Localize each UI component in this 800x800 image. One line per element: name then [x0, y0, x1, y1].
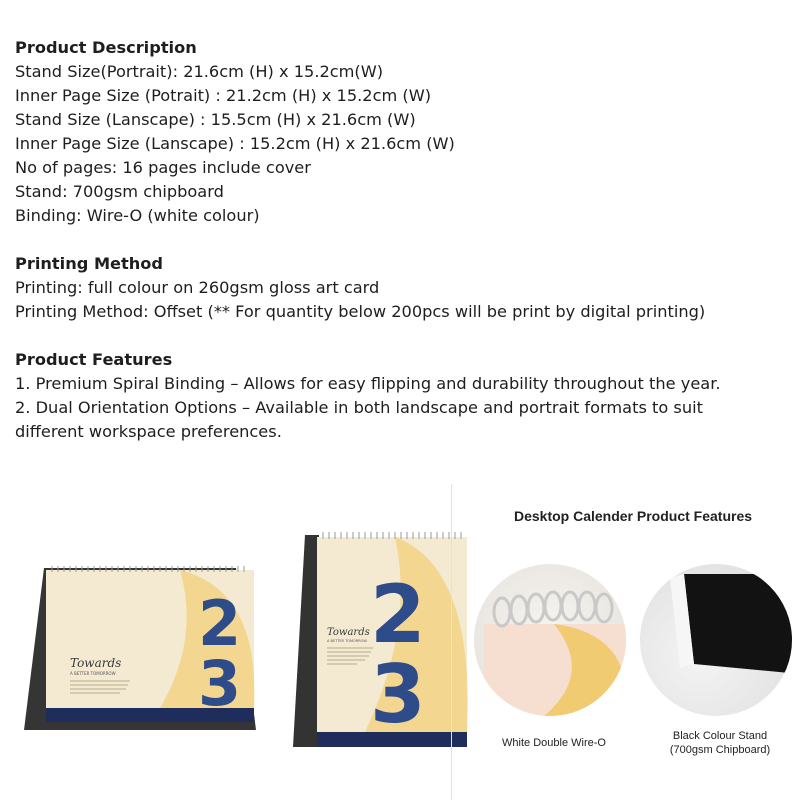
cover-subtitle: A BETTER TOMORROW — [70, 671, 116, 676]
features-line: 2. Dual Orientation Options – Available in both landscape and portrait formats to suit — [15, 398, 703, 417]
description-line: Stand Size(Portrait): 21.6cm (H) x 15.2cm(W) — [15, 62, 384, 81]
wire-o-closeup — [474, 564, 626, 716]
spacer — [15, 228, 790, 252]
description-line: Inner Page Size (Lanscape) : 15.2cm (H) x 21.6cm (W) — [15, 134, 455, 153]
description-line: Stand Size (Lanscape) : 15.5cm (H) x 21.6cm (W) — [15, 110, 416, 129]
wire-o-closeup-drawing — [474, 564, 626, 716]
year-bottom-digit: 3 — [370, 648, 426, 741]
features-line: 1. Premium Spiral Binding – Allows for easy flipping and durability throughout the year. — [15, 374, 721, 393]
calendar-stand — [293, 535, 319, 747]
caption-stand-line-2: (700gsm Chipboard) — [669, 744, 771, 756]
printing-line: Printing: full colour on 260gsm gloss art card — [15, 278, 380, 297]
printing-line: Printing Method: Offset (** For quantity below 200pcs will be print by digital printing) — [15, 302, 706, 321]
description-heading: Product Description — [15, 38, 197, 57]
caption-wire-o: White Double Wire-O — [502, 737, 606, 749]
black-stand-closeup — [640, 564, 792, 716]
spacer — [15, 324, 790, 348]
description-line: Binding: Wire-O (white colour) — [15, 206, 260, 225]
year-bottom-digit: 3 — [198, 647, 242, 720]
printing-heading: Printing Method — [15, 254, 164, 273]
features-heading: Product Features — [15, 350, 173, 369]
landscape-calendar-image — [30, 560, 250, 730]
black-stand-closeup-drawing — [640, 564, 792, 716]
caption-stand-line-1: Black Colour Stand — [672, 730, 768, 742]
closeup-stand-face — [684, 574, 792, 674]
panel-divider — [451, 484, 452, 800]
description-line: No of pages: 16 pages include cover — [15, 158, 311, 177]
closeup-wire-loops — [494, 592, 612, 626]
year-top-digit: 2 — [370, 568, 426, 661]
cover-word: Towards — [70, 656, 122, 670]
cover-word: Towards — [327, 627, 370, 638]
portrait-calendar-image — [295, 527, 465, 747]
description-line: Stand: 700gsm chipboard — [15, 182, 224, 201]
product-description — [15, 36, 790, 444]
description-line: Inner Page Size (Potrait) : 21.2cm (H) x 15.2cm (W) — [15, 86, 432, 105]
features-panel-title: Desktop Calender Product Features — [513, 508, 753, 524]
cover-subtitle: A BETTER TOMORROW — [327, 639, 367, 643]
features-line: different workspace preferences. — [15, 422, 282, 441]
year-top-digit: 2 — [198, 587, 242, 660]
